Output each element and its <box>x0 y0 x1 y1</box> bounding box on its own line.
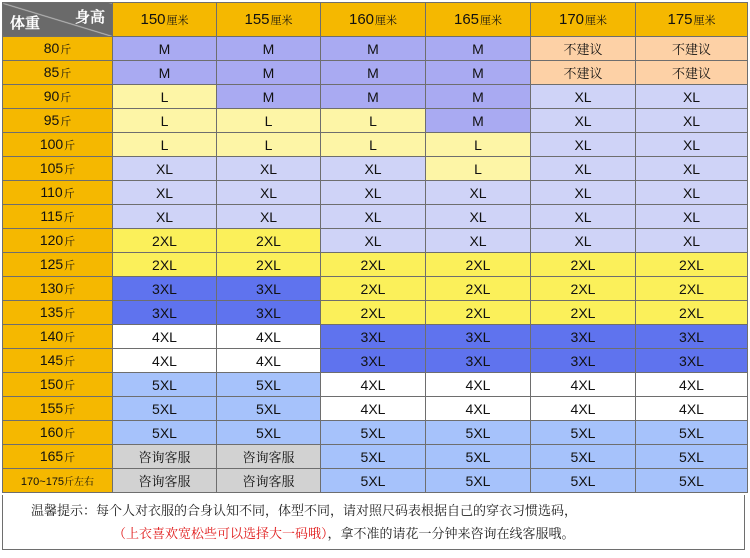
size-cell: 2XL <box>636 301 748 325</box>
size-cell: XL <box>636 229 748 253</box>
tip-line-2 <box>113 524 575 544</box>
size-cell: XL <box>321 157 426 181</box>
weight-unit: 斤 <box>60 92 72 104</box>
weight-value: 170~175 <box>20 476 65 488</box>
size-cell: 2XL <box>426 301 531 325</box>
weight-unit: 斤 <box>64 164 76 176</box>
size-cell: 3XL <box>321 325 426 349</box>
size-cell: M <box>217 85 321 109</box>
weight-value: 130 <box>39 280 64 296</box>
size-cell: 2XL <box>636 253 748 277</box>
size-cell: 5XL <box>321 421 426 445</box>
weight-unit: 斤 <box>60 116 72 128</box>
size-cell: XL <box>426 229 531 253</box>
size-cell: 3XL <box>636 325 748 349</box>
weight-unit: 斤 <box>64 404 76 416</box>
size-cell: 2XL <box>531 253 636 277</box>
height-header-150: 150厘米 <box>113 3 217 37</box>
size-cell: XL <box>636 85 748 109</box>
weight-label <box>3 181 113 205</box>
weight-unit: 斤 <box>64 452 76 464</box>
size-cell: 2XL <box>426 277 531 301</box>
table-row <box>3 61 748 85</box>
height-header-155: 155厘米 <box>217 3 321 37</box>
table-row <box>3 301 748 325</box>
size-cell: M <box>426 109 531 133</box>
size-cell: 5XL <box>113 373 217 397</box>
table-row <box>3 277 748 301</box>
size-cell: XL <box>217 181 321 205</box>
size-cell: L <box>113 133 217 157</box>
size-cell: 咨询客服 <box>113 445 217 469</box>
size-cell: 5XL <box>531 445 636 469</box>
weight-value: 150 <box>39 376 64 392</box>
size-cell: 2XL <box>321 301 426 325</box>
corner-header <box>3 3 113 37</box>
table-row <box>3 229 748 253</box>
size-cell: 5XL <box>531 421 636 445</box>
weight-unit: 斤 <box>64 380 76 392</box>
weight-label <box>3 301 113 325</box>
table-row <box>3 85 748 109</box>
size-cell: XL <box>113 205 217 229</box>
size-cell: L <box>426 133 531 157</box>
size-cell: 2XL <box>636 277 748 301</box>
size-cell: XL <box>531 205 636 229</box>
weight-label <box>3 37 113 61</box>
size-cell: M <box>426 37 531 61</box>
table-row <box>3 445 748 469</box>
size-cell: 3XL <box>426 349 531 373</box>
table-row <box>3 421 748 445</box>
weight-value: 110 <box>40 184 63 200</box>
size-cell: 咨询客服 <box>217 469 321 493</box>
size-cell: 不建议 <box>531 61 636 85</box>
weight-axis-label: 体重 <box>10 15 41 32</box>
weight-unit: 斤 <box>64 284 76 296</box>
weight-label <box>3 469 113 493</box>
size-cell: XL <box>531 133 636 157</box>
size-cell: 不建议 <box>531 37 636 61</box>
size-cell: 5XL <box>217 421 321 445</box>
size-cell: XL <box>426 181 531 205</box>
height-header-160: 160厘米 <box>321 3 426 37</box>
size-cell: 5XL <box>321 445 426 469</box>
size-cell: 5XL <box>636 421 748 445</box>
size-cell: 5XL <box>113 421 217 445</box>
weight-value: 160 <box>39 424 64 440</box>
height-header-165: 165厘米 <box>426 3 531 37</box>
size-cell: 4XL <box>217 349 321 373</box>
weight-value: 105 <box>39 160 64 176</box>
size-cell: 5XL <box>531 469 636 493</box>
size-cell: L <box>113 109 217 133</box>
size-cell: M <box>321 37 426 61</box>
size-cell: 3XL <box>531 349 636 373</box>
weight-label <box>3 373 113 397</box>
weight-label <box>3 325 113 349</box>
size-cell: XL <box>217 205 321 229</box>
weight-unit: 斤 <box>64 236 76 248</box>
weight-value: 100 <box>39 136 64 152</box>
tip-line-2-rest: ，拿不准的请花一分钟来咨询在线客服哦。 <box>327 526 575 541</box>
size-cell: XL <box>113 157 217 181</box>
weight-label <box>3 133 113 157</box>
weight-value: 165 <box>39 448 64 464</box>
weight-label <box>3 109 113 133</box>
size-cell: XL <box>636 157 748 181</box>
table-row <box>3 349 748 373</box>
size-cell: M <box>321 61 426 85</box>
size-cell: 4XL <box>426 397 531 421</box>
size-cell: 4XL <box>531 397 636 421</box>
height-header-175: 175厘米 <box>636 3 748 37</box>
size-cell: 2XL <box>113 253 217 277</box>
size-cell: XL <box>636 181 748 205</box>
table-row <box>3 469 748 493</box>
table-row <box>3 181 748 205</box>
size-cell: 4XL <box>636 397 748 421</box>
size-cell: L <box>113 85 217 109</box>
tip-box <box>2 495 745 550</box>
size-cell: 3XL <box>321 349 426 373</box>
size-cell: 4XL <box>321 397 426 421</box>
size-cell: 3XL <box>531 325 636 349</box>
table-row <box>3 109 748 133</box>
size-cell: 5XL <box>113 397 217 421</box>
size-cell: 不建议 <box>636 61 748 85</box>
weight-label <box>3 61 113 85</box>
size-cell: 2XL <box>217 229 321 253</box>
size-cell: XL <box>636 133 748 157</box>
size-cell: 2XL <box>217 253 321 277</box>
size-cell: XL <box>531 181 636 205</box>
size-cell: M <box>113 61 217 85</box>
weight-value: 140 <box>39 328 64 344</box>
table-row <box>3 253 748 277</box>
table-row <box>3 133 748 157</box>
weight-label <box>3 445 113 469</box>
weight-value: 145 <box>39 352 64 368</box>
size-cell: 5XL <box>321 469 426 493</box>
size-cell: 2XL <box>531 301 636 325</box>
table-row <box>3 325 748 349</box>
size-cell: XL <box>113 181 217 205</box>
size-cell: 4XL <box>321 373 426 397</box>
size-cell: XL <box>321 229 426 253</box>
tip-line-1: 温馨提示：每个人对衣服的合身认知不同，体型不同，请对照尺码表根据自己的穿衣习惯选码， <box>31 503 578 518</box>
size-cell: 5XL <box>426 445 531 469</box>
size-cell: M <box>321 85 426 109</box>
weight-label <box>3 349 113 373</box>
size-cell: 4XL <box>217 325 321 349</box>
weight-value: 135 <box>39 304 64 320</box>
weight-value: 95 <box>43 112 60 128</box>
size-cell: 5XL <box>217 373 321 397</box>
table-row <box>3 205 748 229</box>
size-cell: XL <box>636 205 748 229</box>
weight-unit: 斤 <box>60 44 72 56</box>
size-cell: L <box>217 133 321 157</box>
size-cell: 3XL <box>426 325 531 349</box>
size-cell: L <box>321 109 426 133</box>
size-cell: 2XL <box>321 253 426 277</box>
size-cell: 咨询客服 <box>217 445 321 469</box>
weight-unit: 斤左右 <box>64 477 95 488</box>
size-cell: L <box>217 109 321 133</box>
size-cell: 3XL <box>113 301 217 325</box>
size-cell: XL <box>426 205 531 229</box>
weight-unit: 斤 <box>60 68 72 80</box>
size-cell: M <box>217 61 321 85</box>
size-cell: M <box>426 61 531 85</box>
weight-label <box>3 85 113 109</box>
size-cell: 5XL <box>426 421 531 445</box>
size-cell: 5XL <box>426 469 531 493</box>
weight-value: 155 <box>39 400 64 416</box>
height-header-170: 170厘米 <box>531 3 636 37</box>
size-cell: 5XL <box>636 445 748 469</box>
weight-label <box>3 397 113 421</box>
size-cell: XL <box>531 157 636 181</box>
table-row <box>3 397 748 421</box>
size-cell: 咨询客服 <box>113 469 217 493</box>
tip-highlight: （上衣喜欢宽松些可以选择大一码哦） <box>113 526 328 541</box>
size-cell: 3XL <box>217 277 321 301</box>
weight-label <box>3 253 113 277</box>
weight-value: 115 <box>40 208 63 224</box>
weight-value: 80 <box>43 40 60 56</box>
size-cell: M <box>113 37 217 61</box>
size-cell: XL <box>531 85 636 109</box>
weight-label <box>3 205 113 229</box>
weight-unit: 斤 <box>64 308 76 320</box>
size-cell: 4XL <box>113 349 217 373</box>
size-cell: 2XL <box>321 277 426 301</box>
table-row <box>3 37 748 61</box>
size-cell: L <box>321 133 426 157</box>
size-cell: M <box>426 85 531 109</box>
weight-unit: 斤 <box>63 212 75 224</box>
weight-label <box>3 277 113 301</box>
table-row <box>3 373 748 397</box>
size-cell: XL <box>217 157 321 181</box>
weight-unit: 斤 <box>64 428 76 440</box>
size-cell: 4XL <box>531 373 636 397</box>
weight-value: 125 <box>39 256 64 272</box>
size-table <box>2 2 748 493</box>
size-cell: XL <box>531 109 636 133</box>
header-row <box>3 3 748 37</box>
size-cell: 4XL <box>113 325 217 349</box>
weight-label <box>3 229 113 253</box>
size-cell: L <box>426 157 531 181</box>
weight-unit: 斤 <box>63 188 75 200</box>
size-cell: 3XL <box>636 349 748 373</box>
size-cell: 3XL <box>113 277 217 301</box>
size-cell: XL <box>321 181 426 205</box>
weight-value: 90 <box>43 88 60 104</box>
size-cell: XL <box>531 229 636 253</box>
weight-label <box>3 157 113 181</box>
size-cell: M <box>217 37 321 61</box>
size-cell: XL <box>321 205 426 229</box>
size-cell: 2XL <box>531 277 636 301</box>
weight-unit: 斤 <box>64 260 76 272</box>
size-cell: XL <box>636 109 748 133</box>
weight-value: 85 <box>43 64 60 80</box>
size-cell: 3XL <box>217 301 321 325</box>
weight-unit: 斤 <box>64 140 76 152</box>
table-row <box>3 157 748 181</box>
height-axis-label: 身高 <box>74 9 105 26</box>
size-cell: 5XL <box>636 469 748 493</box>
size-cell: 4XL <box>636 373 748 397</box>
weight-value: 120 <box>39 232 64 248</box>
size-cell: 5XL <box>217 397 321 421</box>
size-cell: 不建议 <box>636 37 748 61</box>
size-cell: 2XL <box>426 253 531 277</box>
weight-unit: 斤 <box>64 356 76 368</box>
weight-unit: 斤 <box>64 332 76 344</box>
size-cell: 4XL <box>426 373 531 397</box>
size-cell: 2XL <box>113 229 217 253</box>
weight-label <box>3 421 113 445</box>
